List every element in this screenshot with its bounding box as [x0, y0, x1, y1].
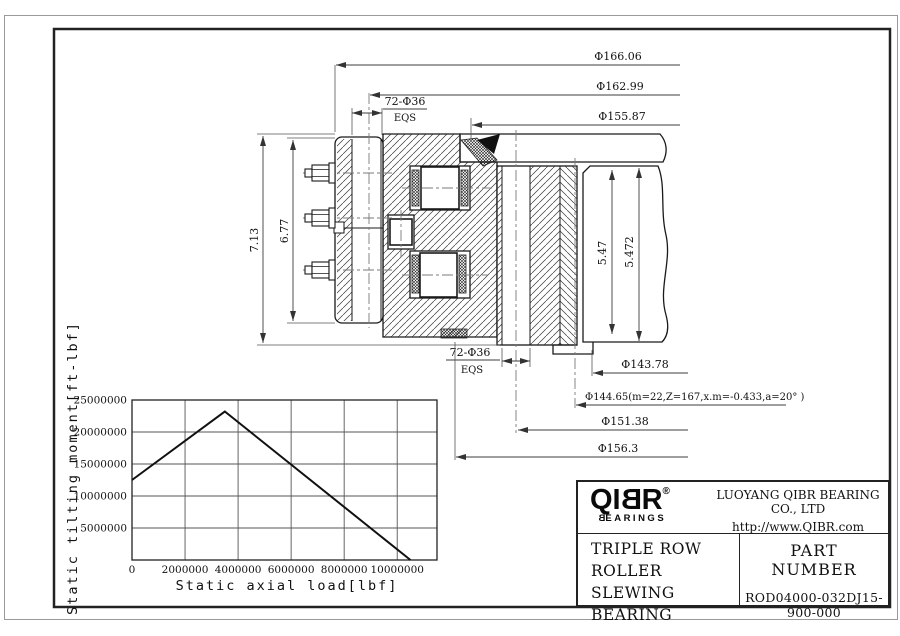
dim-pitch-dia: Φ144.65(m=22,Z=167,x.m=-0.433,a=20° )	[585, 392, 805, 403]
chart-x-tick-label: 10000000	[370, 564, 424, 576]
dim-height-total: 7.13	[248, 227, 261, 253]
chart-y-axis-title: Static tilting moment[ft-lbf]	[65, 321, 81, 615]
dim-od1: Φ166.06	[594, 50, 642, 63]
title-block-body	[578, 534, 888, 624]
company-website-link[interactable]: http://www.QIBR.com	[732, 520, 864, 534]
chart-x-tick-label: 0	[128, 564, 136, 576]
dim-bolt-bottom-eqs: EQS	[460, 365, 484, 376]
chart-x-axis-title: Static axial load[lbf]	[175, 578, 399, 594]
product-line: TRIPLE ROW	[591, 540, 702, 558]
qibr-logo	[578, 482, 708, 533]
dim-bolt-top: 72-Φ36	[384, 95, 426, 108]
dim-od2: Φ162.99	[596, 80, 644, 93]
chart-y-tick-label: 5000000	[80, 522, 127, 535]
chart-x-tick-label: 8000000	[320, 564, 368, 576]
chart-y-tick-label: 10000000	[73, 490, 127, 503]
dim-od3: Φ155.87	[598, 110, 646, 123]
dim-outer-dia: Φ156.3	[597, 442, 639, 455]
dim-root-dia: Φ143.78	[621, 358, 669, 371]
title-block	[576, 480, 890, 624]
product-line: SLEWING BEARING	[591, 584, 675, 624]
dim-bolt-bottom: 72-Φ36	[449, 346, 491, 359]
product-description	[578, 534, 740, 624]
chart-x-tick-label: 4000000	[214, 564, 262, 576]
chart-x-tick-label: 6000000	[267, 564, 315, 576]
company-info	[708, 482, 888, 533]
chart-y-tick-label: 15000000	[73, 458, 127, 471]
title-block-header	[578, 482, 888, 534]
part-number-value: ROD04000-032DJ15-900-000	[745, 590, 883, 620]
product-line: ROLLER	[591, 562, 662, 580]
bottom-seal	[441, 329, 467, 338]
part-number-cell	[740, 534, 888, 620]
logo-subtitle: BEARINGS	[596, 513, 667, 524]
chart-x-tick-label: 2000000	[161, 564, 209, 576]
chart-y-tick-label: 20000000	[73, 426, 127, 439]
dim-bolt-circle: Φ151.38	[601, 415, 649, 428]
dim-gear-face1: 5.47	[596, 240, 609, 266]
dim-height-inner: 6.77	[278, 218, 291, 244]
chart-y-tick-label: 25000000	[73, 394, 127, 407]
company-name: LUOYANG QIBR BEARING CO., LTD	[716, 488, 880, 516]
registered-mark-icon: ®	[662, 486, 670, 497]
logo-wordmark: QIBR®	[590, 484, 670, 516]
part-number-label: PART NUMBER	[771, 541, 857, 579]
dim-gear-face2: 5.472	[623, 236, 636, 268]
dim-bolt-top-eqs: EQS	[393, 113, 417, 124]
